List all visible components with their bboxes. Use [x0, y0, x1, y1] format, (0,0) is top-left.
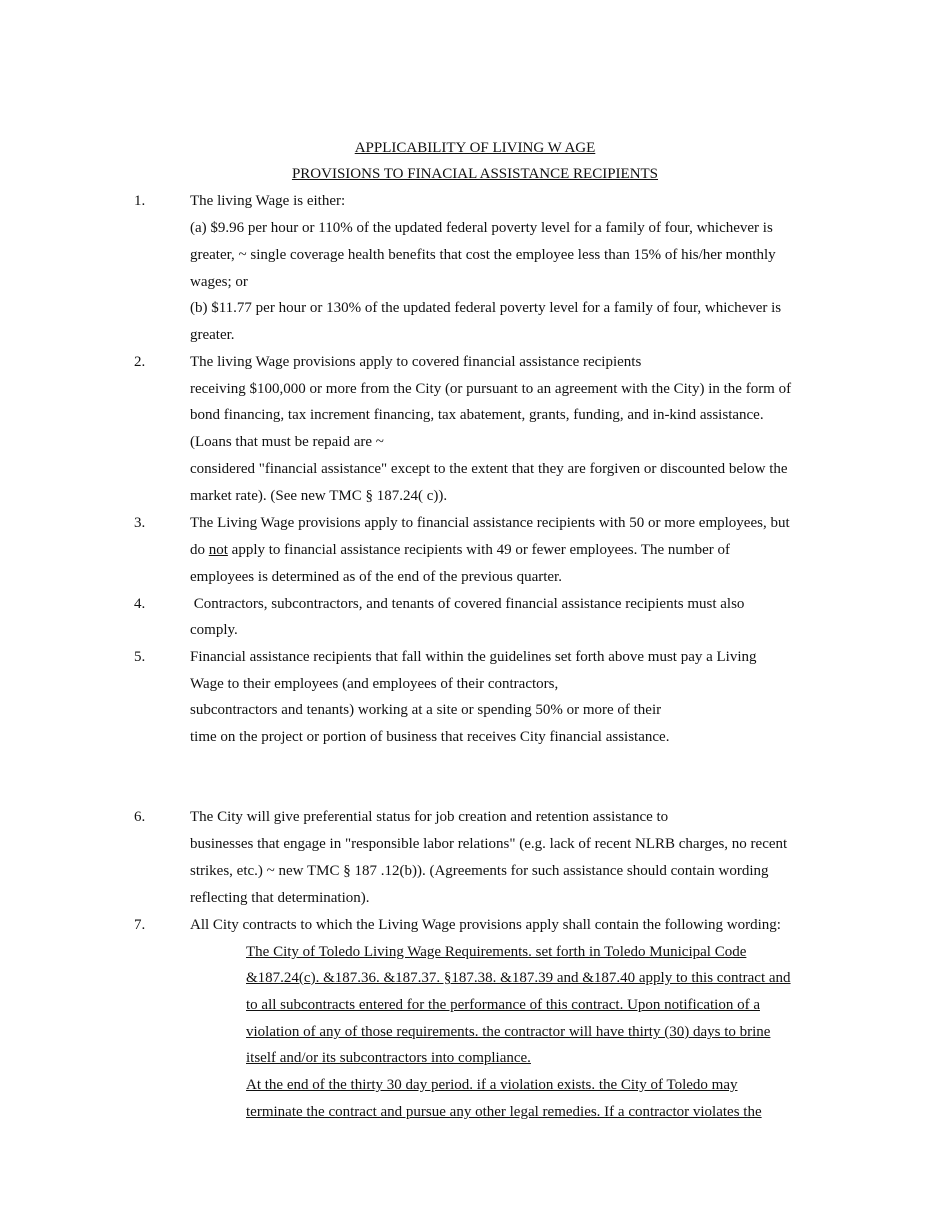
item-text-line: Contractors, subcontractors, and tenants of covered financial assistance recipients must also — [190, 596, 745, 612]
item-text-line: greater, ~ single coverage health benefits that cost the employee less than 15% of his/her monthly — [190, 247, 776, 263]
item-number: 4. — [134, 596, 146, 612]
quoted-line: terminate the contract and pursue any other legal remedies. If a contractor violates the — [246, 1104, 762, 1120]
item-text-line: considered "financial assistance" except to the extent that they are forgiven or discounted below the — [190, 461, 788, 477]
item-text-line: The City will give preferential status for job creation and retention assistance to — [190, 809, 669, 825]
item-text-line: comply. — [190, 622, 238, 638]
item-text-segment: apply to financial assistance recipients with 49 or fewer employees. The number of — [227, 542, 730, 558]
item-text-line: The living Wage provisions apply to covered financial assistance recipients — [190, 354, 642, 370]
item-number: 1. — [134, 193, 146, 209]
item-text-line: employees is determined as of the end of the previous quarter. — [190, 569, 562, 585]
quoted-line: &187.24(c). &187.36. &187.37. §187.38. &187.39 and &187.40 apply to this contract and — [246, 970, 791, 986]
quoted-line: The City of Toledo Living Wage Requirements. set forth in Toledo Municipal Code — [246, 944, 747, 960]
item-text-line — [190, 541, 730, 559]
item-number: 7. — [134, 917, 146, 933]
quoted-line: itself and/or its subcontractors into compliance. — [246, 1050, 531, 1066]
item-number: 6. — [134, 809, 146, 825]
page-title-line-1: APPLICABILITY OF LIVING W AGE — [354, 140, 596, 156]
item-text-line: businesses that engage in "responsible labor relations" (e.g. lack of recent NLRB charges, no recent — [190, 836, 788, 852]
item-text-line: Wage to their employees (and employees of their contractors, — [190, 676, 559, 692]
item-text-line: greater. — [190, 327, 235, 343]
item-text-line: (a) $9.96 per hour or 110% of the updated federal poverty level for a family of four, whichever is — [190, 220, 773, 236]
quoted-line: violation of any of those requirements. the contractor will have thirty (30) days to brine — [246, 1024, 771, 1040]
item-text-line: (Loans that must be repaid are ~ — [190, 434, 384, 450]
item-text-line: The Living Wage provisions apply to financial assistance recipients with 50 or more employees, but — [190, 515, 790, 531]
item-text-line: receiving $100,000 or more from the City (or pursuant to an agreement with the City) in the form of — [190, 381, 792, 397]
item-text-line: reflecting that determination). — [190, 890, 370, 906]
item-text-line: (b) $11.77 per hour or 130% of the updated federal poverty level for a family of four, whichever is — [190, 300, 782, 316]
emphasis-not: not — [208, 542, 228, 558]
item-text-line: Financial assistance recipients that fall within the guidelines set forth above must pay a Living — [190, 649, 757, 665]
item-text-line: The living Wage is either: — [190, 193, 346, 209]
item-number: 5. — [134, 649, 146, 665]
item-text-line: time on the project or portion of business that receives City financial assistance. — [190, 729, 670, 745]
item-text-line: strikes, etc.) ~ new TMC § 187 .12(b)). (Agreements for such assistance should contain wording — [190, 863, 769, 879]
item-text-line: market rate). (See new TMC § 187.24( c)). — [190, 488, 448, 504]
quoted-line: to all subcontracts entered for the performance of this contract. Upon notification of a — [246, 997, 760, 1013]
item-text-line: wages; or — [190, 274, 248, 290]
item-number: 3. — [134, 515, 146, 531]
item-text-line: subcontractors and tenants) working at a site or spending 50% or more of their — [190, 702, 662, 718]
quoted-line: At the end of the thirty 30 day period. if a violation exists. the City of Toledo may — [246, 1077, 738, 1093]
item-number: 2. — [134, 354, 146, 370]
page-title-line-2: PROVISIONS TO FINACIAL ASSISTANCE RECIPIENTS — [291, 166, 659, 182]
item-text-line: bond financing, tax increment financing, tax abatement, grants, funding, and in-kind assistance. — [190, 407, 764, 423]
item-text-line: All City contracts to which the Living Wage provisions apply shall contain the following wording: — [190, 917, 781, 933]
item-text-segment: do — [190, 542, 209, 558]
